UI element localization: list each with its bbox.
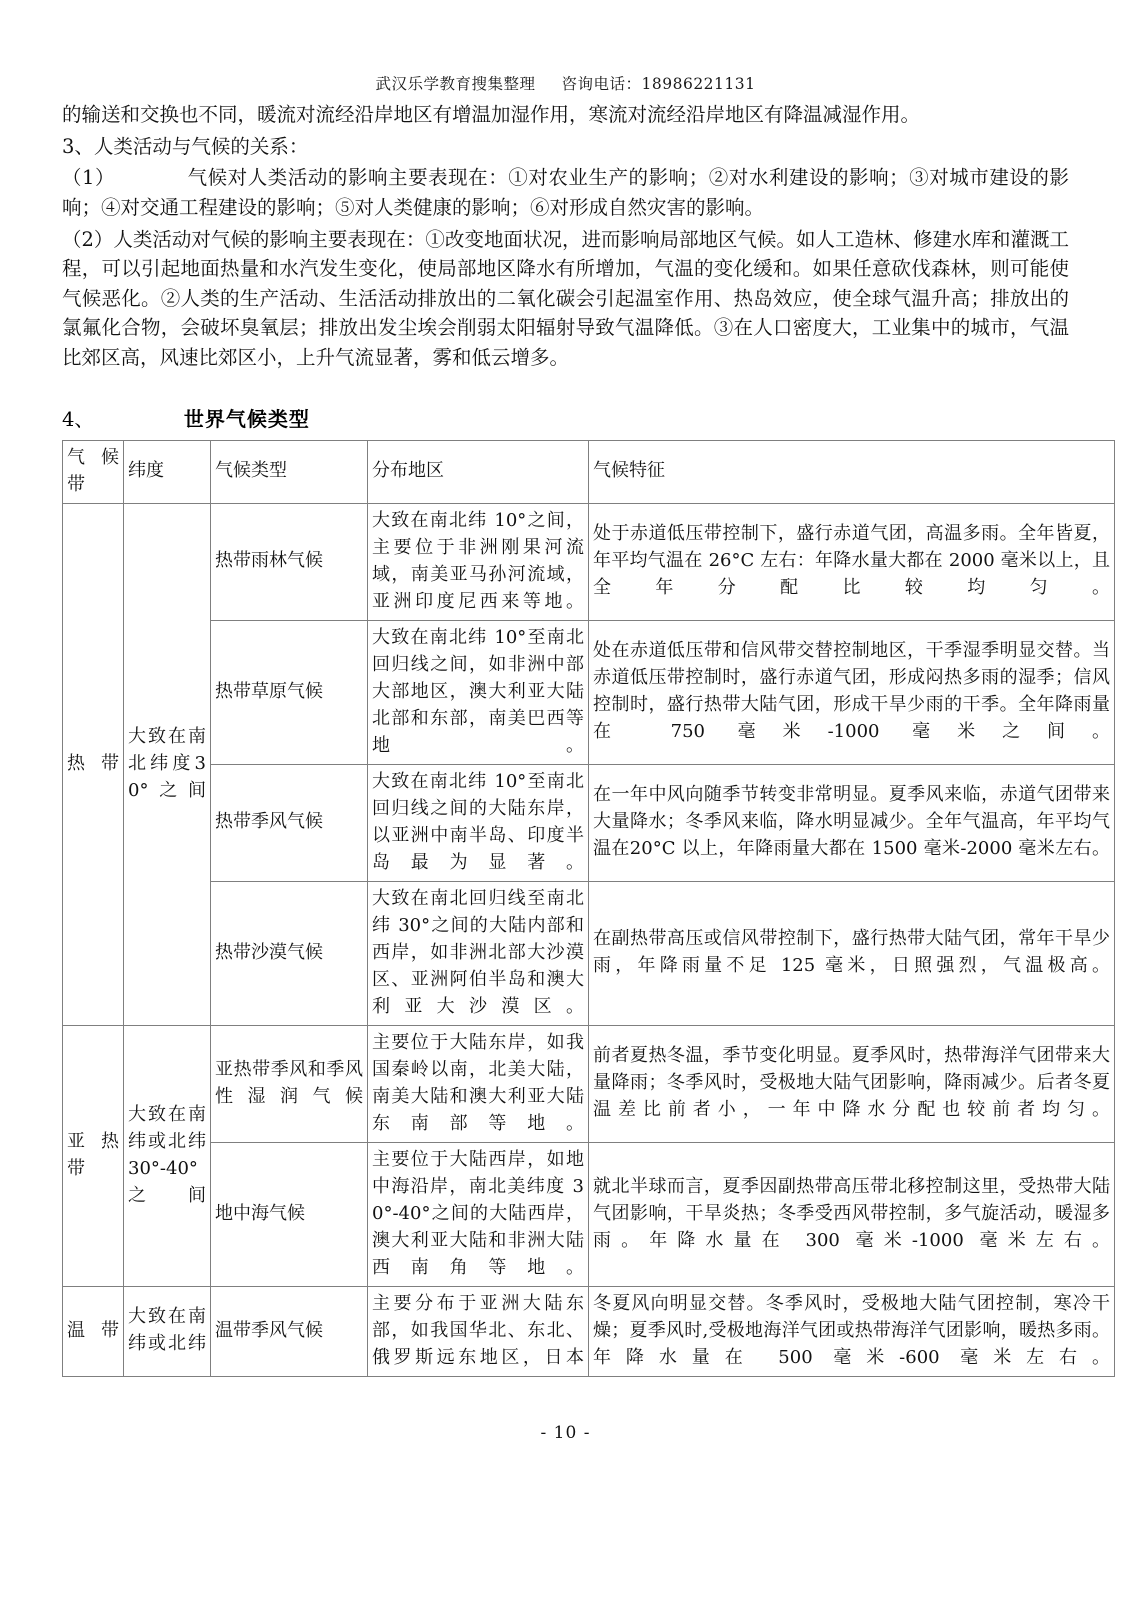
cell-zone-subtropical: 亚热带 [63, 1025, 124, 1286]
header-cell-latitude: 纬度 [124, 440, 211, 503]
cell-latitude-subtropical: 大致在南纬或北纬30°-40°之间 [124, 1025, 211, 1286]
cell-region: 主要位于大陆东岸，如我国秦岭以南，北美大陆，南美大陆和澳大利亚大陆东南部等地。 [368, 1025, 589, 1142]
table-header-row [63, 440, 1115, 503]
cell-feature: 在副热带高压或信风带控制下，盛行热带大陆气团，常年干旱少雨，年降雨量不足 125 毫米，日照强烈，气温极高。 [589, 881, 1115, 1025]
cell-type: 热带雨林气候 [211, 503, 368, 620]
cell-region: 大致在南北纬 10°至南北回归线之间，如非洲中部大部地区，澳大利亚大陆北部和东部，南美巴西等地。 [368, 620, 589, 764]
cell-latitude-tropical: 大致在南北纬度30°之间 [124, 503, 211, 1025]
cell-region: 大致在南北纬 10°之间，主要位于非洲刚果河流域，南美亚马孙河流域，亚洲印度尼西来等地。 [368, 503, 589, 620]
section-heading-4 [62, 403, 1069, 432]
cell-type: 热带草原气候 [211, 620, 368, 764]
table-row [63, 620, 1115, 764]
page-footer: - 10 - [540, 1422, 591, 1443]
cell-feature: 就北半球而言，夏季因副热带高压带北移控制这里，受热带大陆气团影响，干旱炎热；冬季受西风带控制，多气旋活动，暖湿多雨。年降水量在 300 毫米-1000 毫米左右。 [589, 1142, 1115, 1286]
header-phone: 咨询电话：18986221131 [561, 75, 756, 93]
cell-zone-temperate: 温带 [63, 1286, 124, 1376]
cell-feature: 冬夏风向明显交替。冬季风时，受极地大陆气团控制，寒冷干燥；夏季风时,受极地海洋气团或热带海洋气团影响，暖热多雨。年降水量在 500 毫米-600 毫米左右。 [589, 1286, 1115, 1376]
paragraph-1-prefix: （1） [62, 166, 116, 190]
section-number: 4、 [62, 407, 94, 431]
cell-feature: 前者夏热冬温，季节变化明显。夏季风时，热带海洋气团带来大量降雨；冬季风时，受极地大陆气团影响，降雨减少。后者冬夏温差比前者小，一年中降水分配也较前者均匀。 [589, 1025, 1115, 1142]
header-cell-zone: 气候带 [63, 440, 124, 503]
cell-region: 大致在南北纬 10°至南北回归线之间的大陆东岸，以亚洲中南半岛、印度半岛最为显著。 [368, 764, 589, 881]
paragraph-2: （2）人类活动对气候的影响主要表现在：①改变地面状况，进而影响局部地区气候。如人工造林、修建水库和灌溉工程，可以引起地面热量和水汽发生变化，使局部地区降水有所增加，气温的变化缓和。如果任意砍伐森林，则可能使气候恶化。②人类的生产活动、生活活动排放出的二氧化碳会引起温室作用、热岛效应，使全球气温升高；排放出的氯氟化合物，会破坏臭氧层；排放出发尘埃会削弱太阳辐射导致气温降低。③在人口密度大，工业集中的城市，气温比郊区高，风速比郊区小，上升气流显著，雾和低云增多。 [62, 227, 1069, 369]
cell-type: 热带季风气候 [211, 764, 368, 881]
table-row [63, 1142, 1115, 1286]
table-row [63, 764, 1115, 881]
cell-feature: 在一年中风向随季节转变非常明显。夏季风来临，赤道气团带来大量降水；冬季风来临，降水明显减少。全年气温高，年平均气温在20°C 以上，年降雨量大都在 1500 毫米-2000 毫米左右。 [589, 764, 1115, 881]
table-row [63, 1286, 1115, 1376]
cell-region: 主要分布于亚洲大陆东部，如我国华北、东北、俄罗斯远东地区，日本 [368, 1286, 589, 1376]
paragraph-1-text: 气候对人类活动的影响主要表现在：①对农业生产的影响；②对水利建设的影响；③对城市建设的影响；④对交通工程建设的影响；⑤对人类健康的影响；⑥对形成自然灾害的影响。 [62, 166, 1069, 219]
table-row [63, 881, 1115, 1025]
document-content [0, 100, 1131, 1443]
section-title: 世界气候类型 [183, 406, 310, 431]
cell-zone-tropical: 热带 [63, 503, 124, 1025]
cell-region: 主要位于大陆西岸，如地中海沿岸，南北美纬度 30°-40°之间的大陆西岸，澳大利亚大陆和非洲大陆西南角等地。 [368, 1142, 589, 1286]
cell-type: 温带季风气候 [211, 1286, 368, 1376]
header-cell-type: 气候类型 [211, 440, 368, 503]
cell-feature: 处在赤道低压带和信风带交替控制地区，干季湿季明显交替。当赤道低压带控制时，盛行赤道气团，形成闷热多雨的湿季；信风控制时，盛行热带大陆气团，形成干旱少雨的干季。全年降雨量在 750 毫米-1000 毫米之间。 [589, 620, 1115, 764]
header-cell-feature: 气候特征 [589, 440, 1115, 503]
cell-feature: 处于赤道低压带控制下，盛行赤道气团，高温多雨。全年皆夏，年平均气温在 26°C 左右：年降水量大都在 2000 毫米以上，且全年分配比较均匀。 [589, 503, 1115, 620]
cell-latitude-temperate: 大致在南纬或北纬 [124, 1286, 211, 1376]
cell-type: 热带沙漠气候 [211, 881, 368, 1025]
world-climate-types-table [62, 440, 1115, 1377]
cell-region: 大致在南北回归线至南北纬 30°之间的大陆内部和西岸，如非洲北部大沙漠区、亚洲阿伯半岛和澳大利亚大沙漠区。 [368, 881, 589, 1025]
header-cell-region: 分布地区 [368, 440, 589, 503]
cell-type: 地中海气候 [211, 1142, 368, 1286]
page-header [0, 0, 1131, 100]
table-row [63, 1025, 1115, 1142]
header-org: 武汉乐学教育搜集整理 [375, 75, 536, 93]
table-row [63, 503, 1115, 620]
paragraph-1 [62, 163, 1069, 222]
paragraph-continuation: 的输送和交换也不同，暖流对流经沿岸地区有增温加湿作用，寒流对流经沿岸地区有降温减湿作用。 [62, 103, 921, 126]
cell-type: 亚热带季风和季风性湿润气候 [211, 1025, 368, 1142]
paragraph-heading-3: 3、人类活动与气候的关系： [62, 134, 309, 158]
